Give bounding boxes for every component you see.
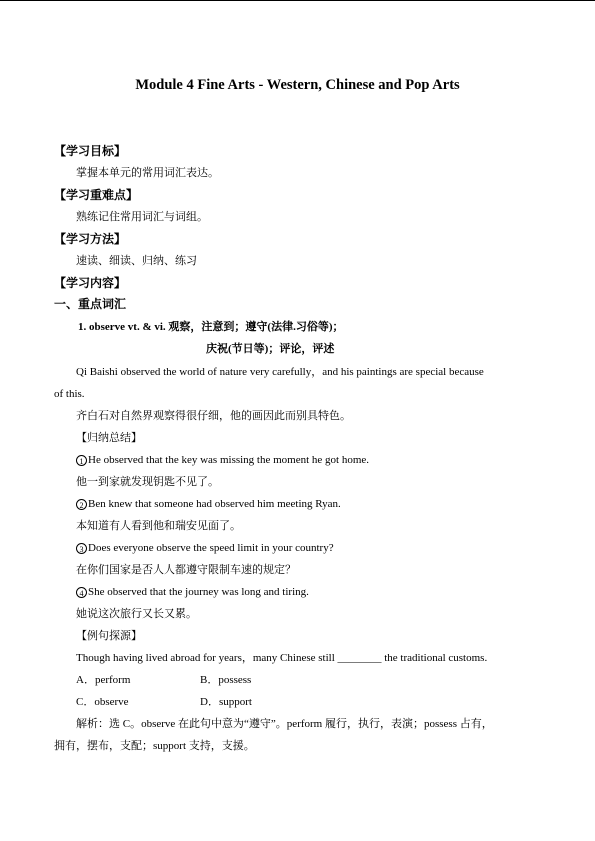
goal-heading: 【学习目标】	[54, 144, 127, 158]
method-heading: 【学习方法】	[54, 232, 127, 246]
example-en-line2: of this.	[54, 388, 85, 400]
entry-word-line: 1. observe vt. & vi. 观察，注意到；遵守(法律.习俗等)；	[78, 321, 344, 333]
analysis-line2: 拥有，摆布，支配；support 支持，支援。	[54, 740, 255, 752]
summary-item-4-en	[76, 585, 309, 599]
entry-meaning-line: 庆祝(节日等)；评论，评述	[206, 343, 335, 355]
circled-number: 1	[76, 455, 87, 466]
example-cn: 齐白石对自然界观察得很仔细，他的画因此而别具特色。	[76, 410, 351, 422]
option-d: D．support	[200, 696, 252, 708]
method-text: 速读、细读、归纳、练习	[76, 255, 197, 267]
item-en-text: He observed that the key was missing the moment he got home.	[88, 454, 370, 466]
circled-number: 2	[76, 499, 87, 510]
summary-item-2-cn: 本知道有人看到他和瑞安见面了。	[76, 520, 241, 532]
item-en-text: She observed that the journey was long and tiring.	[88, 586, 309, 598]
summary-heading: 【归纳总结】	[76, 432, 142, 444]
goal-text: 掌握本单元的常用词汇表达。	[76, 167, 219, 179]
vocab-heading: 一、重点词汇	[54, 297, 127, 311]
question-text: Though having lived abroad for years，many Chinese still ________ the traditional customs.	[76, 652, 488, 664]
option-a: A．perform	[76, 674, 131, 686]
summary-item-2-en	[76, 497, 341, 511]
example-en-line1: Qi Baishi observed the world of nature very carefully，and his paintings are special because	[76, 366, 484, 378]
key-heading: 【学习重难点】	[54, 188, 139, 202]
content-heading: 【学习内容】	[54, 276, 127, 290]
summary-item-1-cn: 他一到家就发现钥匙不见了。	[76, 476, 219, 488]
item-en-text: Does everyone observe the speed limit in your country?	[88, 542, 334, 554]
item-en-text: Ben knew that someone had observed him meeting Ryan.	[88, 498, 341, 510]
option-c: C．observe	[76, 696, 129, 708]
analysis-line1: 解析：选 C。observe 在此句中意为“遵守”。perform 履行，执行，表演；possess 占有，	[76, 718, 493, 730]
circled-number: 3	[76, 543, 87, 554]
summary-item-3-cn: 在你们国家是否人人都遵守限制车速的规定？	[76, 564, 296, 576]
option-b: B．possess	[200, 674, 252, 686]
summary-item-3-en	[76, 541, 334, 555]
example-source-heading: 【例句探源】	[76, 630, 142, 642]
summary-item-1-en	[76, 453, 369, 467]
summary-item-4-cn: 她说这次旅行又长又累。	[76, 608, 197, 620]
circled-number: 4	[76, 587, 87, 598]
key-text: 熟练记住常用词汇与词组。	[76, 211, 208, 223]
top-rule	[0, 0, 595, 1]
page-title: Module 4 Fine Arts - Western, Chinese and Pop Arts	[135, 77, 460, 93]
